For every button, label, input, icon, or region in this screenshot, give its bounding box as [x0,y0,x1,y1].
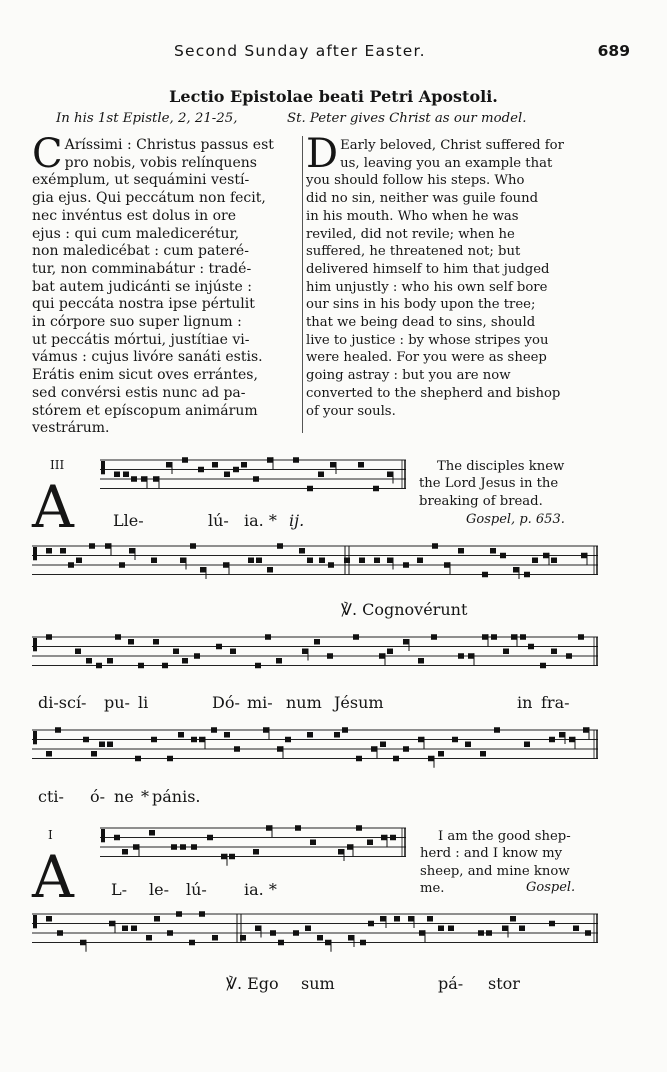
verse-syllable: cti- [38,787,64,806]
translation-line: the Lord Jesus in the [419,476,559,491]
neume [189,940,195,946]
neume [211,727,217,733]
neume [418,658,424,664]
neume [107,658,113,664]
text-line: our sins in his body upon the tree; [306,297,536,313]
neume [428,756,434,762]
neume [368,921,374,927]
neume [146,935,152,941]
mode-number-1: III [50,458,65,472]
neume [566,653,572,659]
neume [317,935,323,941]
text-line: were healed. For you were as sheep [306,350,547,366]
neume [123,472,129,478]
neume [109,921,115,927]
neume [178,732,184,738]
neume [233,467,239,473]
verse-syllable: pu- [104,693,130,712]
mode-number-2: I [48,828,53,842]
translation-line: sheep, and mine know [420,863,570,879]
neume [356,825,362,831]
text-line: non maledicébat : cum pateré- [32,243,249,260]
verse-syllable: di-scí- [38,693,87,712]
verse-syllable: num [286,693,322,712]
verse-syllable: fra- [541,693,570,712]
neume [129,548,135,554]
neume [330,462,336,468]
neume [491,634,497,640]
neume [418,737,424,743]
neume [549,921,555,927]
neume [417,558,423,564]
neume [480,751,486,757]
neume [327,653,333,659]
translation-line: I am the good shep- [438,829,571,844]
neume [427,916,433,922]
alleluia1-initial: A [32,473,74,541]
neume [390,835,396,841]
neume [503,649,509,655]
neume [173,649,179,655]
neume [91,751,97,757]
alleluia2-verse-syllable: sum [301,974,335,993]
neume [151,737,157,743]
neume [180,558,186,564]
text-line: nec invéntus est dolus in ore [32,207,236,224]
neume [131,476,137,482]
neume [431,634,437,640]
neume [358,462,364,468]
neume [325,940,331,946]
neume [162,663,168,669]
neume [224,732,230,738]
alleluia2-initial: A [32,843,74,911]
neume [46,916,52,922]
neume [342,727,348,733]
alleluia2-syllable: ia. * [244,880,277,899]
neume [520,634,526,640]
neume [419,930,425,936]
text-line: gia ejus. Qui peccátum non fecit, [32,190,266,207]
clef-mark [33,547,37,560]
neume [408,916,414,922]
neume [198,467,204,473]
neume [379,653,385,659]
neume [403,562,409,568]
neume [573,926,579,932]
neume [403,639,409,645]
neume [295,825,301,831]
neume [314,639,320,645]
neume [253,849,259,855]
epistle-heading: Lectio Epistolae beati Petri Apostoli. [169,87,498,106]
text-line: going astray : but you are now [306,368,511,384]
neume [270,930,276,936]
neume [216,644,222,650]
neume [432,543,438,549]
neume [452,737,458,743]
text-line: vámus : cujus livóre sanáti estis. [32,349,263,366]
neume [511,634,517,640]
neume [256,558,262,564]
neume [458,548,464,554]
neume [277,746,283,752]
alleluia1-syllable: Lle- [113,511,144,530]
neume [374,558,380,564]
neume [307,486,313,492]
neume [394,916,400,922]
neume [167,930,173,936]
neume [299,548,305,554]
neume [191,844,197,850]
text-line: bat autem judicánti se injúste : [32,278,252,295]
neume [438,751,444,757]
neume [194,653,200,659]
text-line: suffered, he threatened not; but [306,244,521,260]
text-line: in his mouth. Who when he was [306,208,519,224]
neume [105,543,111,549]
alleluia2-syllable: le- [149,880,169,899]
neume [89,543,95,549]
neume [133,844,139,850]
neume [149,830,155,836]
neume [293,457,299,463]
neume [76,558,82,564]
neume [360,940,366,946]
neume [55,727,61,733]
neume [500,553,506,559]
neume [153,476,159,482]
neume [338,849,344,855]
neume [448,926,454,932]
neume [347,844,353,850]
neume [478,930,484,936]
neume [543,553,549,559]
neume [482,634,488,640]
neume [131,926,137,932]
neume [57,930,63,936]
text-line: exémplum, ut sequámini vestí- [32,172,250,189]
text-line: Erátis enim sicut oves errántes, [32,367,258,384]
text-line: delivered himself to him that judged [306,261,550,277]
text-line: reviled, did not revile; when he [306,226,515,242]
neume [585,930,591,936]
text-line: pro nobis, vobis relínquens [64,154,257,171]
neume [524,742,530,748]
neume [359,558,365,564]
text-line: you should follow his steps. Who [306,173,525,189]
text-line: stórem et epíscopum animárum [32,402,258,419]
alleluia1-syllable: ia. * [244,511,277,530]
clef-mark [101,461,105,474]
text-line: converted to the shepherd and bishop [306,385,561,401]
verse-syllable: in [517,693,533,712]
running-title: Second Sunday after Easter. [174,42,426,60]
neume [334,732,340,738]
neume [80,940,86,946]
neume [253,476,259,482]
neume [46,751,52,757]
neume [532,558,538,564]
neume [138,663,144,669]
verse-syllable: li [138,693,149,712]
alleluia1-reference: Gospel, p. 653. [466,512,565,527]
neume [86,658,92,664]
alleluia2-verse-syllable: ℣. Ego [226,974,279,993]
page-number: 689 [597,42,630,60]
neume [255,663,261,669]
neume [551,649,557,655]
alleluia2-verse-syllable: stor [488,974,520,993]
text-line: live to justice : by whose stripes you [306,332,549,348]
neume [486,930,492,936]
neume [278,940,284,946]
neume [276,658,282,664]
neume [199,911,205,917]
alleluia2-verse-syllable: pá- [438,974,464,993]
text-line: Early beloved, Christ suffered for [340,138,564,153]
neume [122,926,128,932]
neume [367,840,373,846]
neume [182,658,188,664]
neume [114,472,120,478]
neume [171,844,177,850]
neume [180,844,186,850]
clef-mark [33,915,37,928]
neume [387,472,393,478]
verse-syllable: ó- [90,787,106,806]
alleluia1-syllable: ij. [289,511,305,530]
alleluia1-translation [437,458,564,476]
neume [387,558,393,564]
text-line: did no sin, neither was guile found [306,191,539,207]
neume [114,835,120,841]
neume [191,737,197,743]
neume [581,553,587,559]
neume [266,825,272,831]
neume [267,457,273,463]
neume [46,634,52,640]
neume [305,926,311,932]
neume [578,634,584,640]
neume [230,649,236,655]
neume [356,756,362,762]
text-line: tur, non comminabátur : tradé- [32,260,252,277]
text-line: qui peccáta nostra ipse pértulit [32,296,255,313]
neume [513,567,519,573]
neume [107,742,113,748]
neume [393,756,399,762]
neume [200,567,206,573]
alleluia2-reference: Gospel. [526,880,576,895]
neume [190,543,196,549]
neume [141,476,147,482]
neume [153,639,159,645]
neume [310,840,316,846]
verse-syllable: Dó- [212,693,240,712]
neume [353,634,359,640]
text-line: of your souls. [306,403,396,419]
verse-syllable: * [141,787,149,806]
neume [223,562,229,568]
text-line: ejus : qui cum maledicerétur, [32,225,240,242]
neume [519,926,525,932]
neume [199,737,205,743]
alleluia1-syllable: lú- [208,511,229,530]
neume [46,548,52,554]
text-line: us, leaving you an example that [340,155,553,171]
neume [381,835,387,841]
neume [524,572,530,578]
neume [263,727,269,733]
neume [318,472,324,478]
neume [248,558,254,564]
neume [559,732,565,738]
neume [502,926,508,932]
english-drop-cap: D [306,131,339,177]
verse-syllable: ne [114,787,134,806]
text-line: Aríssimi : Christus passus est [64,137,274,153]
neume [348,935,354,941]
neume [75,649,81,655]
neume [267,567,273,573]
neume [224,472,230,478]
alleluia1-verse-label: ℣. Cognovérunt [341,600,468,619]
neume [307,732,313,738]
neume [540,663,546,669]
neume [229,854,235,860]
neume [277,543,283,549]
neume [182,457,188,463]
neume [154,916,160,922]
neume [465,742,471,748]
alleluia2-syllable: lú- [186,880,207,899]
neume [99,742,105,748]
neume [60,548,66,554]
alleluia1-translation [419,475,558,510]
neume [387,649,393,655]
neume [128,639,134,645]
neume [551,558,557,564]
neume [265,634,271,640]
neume [68,562,74,568]
clef-mark [33,731,37,744]
neume [302,649,308,655]
text-line: him unjustly : who his own self bore [306,279,548,295]
neume [293,930,299,936]
text-line: in córpore suo super lignum : [32,314,242,331]
neume [490,548,496,554]
neume [135,756,141,762]
clef-mark [33,638,37,651]
neume [458,653,464,659]
neume [151,558,157,564]
neume [96,663,102,669]
translation-line: me. [420,881,445,896]
neume [255,926,261,932]
neume [119,562,125,568]
neume [285,737,291,743]
translation-line: herd : and I know my [420,846,563,861]
alleluia2-syllable: L- [111,880,128,899]
neume [328,562,334,568]
neume [468,653,474,659]
neume [438,926,444,932]
neume [444,562,450,568]
neume [482,572,488,578]
neume [176,911,182,917]
neume [319,558,325,564]
verse-syllable: pánis. [152,787,201,806]
neume [307,558,313,564]
neume [494,727,500,733]
neume [122,849,128,855]
text-line: vestrárum. [32,420,110,437]
verse-syllable: mi- [247,693,273,712]
neume [115,634,121,640]
neume [380,742,386,748]
neume [207,835,213,841]
neume [83,737,89,743]
neume [549,737,555,743]
neume [371,746,377,752]
neume [528,644,534,650]
neume [234,746,240,752]
neume [583,727,589,733]
neume [221,854,227,860]
neume [373,486,379,492]
text-line: ut peccátis mórtui, justítiae vi- [32,331,250,348]
neume [241,462,247,468]
neume [212,462,218,468]
translation-line: The disciples knew [437,459,565,474]
epistle-source: In his 1st Epistle, 2, 21-25, [56,111,238,126]
text-line: that we being dead to sins, should [306,315,536,331]
alleluia2-translation [438,828,571,846]
verse-syllable: Jésum [334,693,384,712]
text-line: sed convérsi estis nunc ad pa- [32,384,246,401]
neume [212,935,218,941]
translation-line: breaking of bread. [419,493,543,509]
neume [380,916,386,922]
clef-mark [101,829,105,842]
neume [403,746,409,752]
latin-drop-cap: C [32,131,63,177]
neume [510,916,516,922]
neume [166,462,172,468]
neume [569,737,575,743]
neume [167,756,173,762]
epistle-summary: St. Peter gives Christ as our model. [287,111,527,126]
